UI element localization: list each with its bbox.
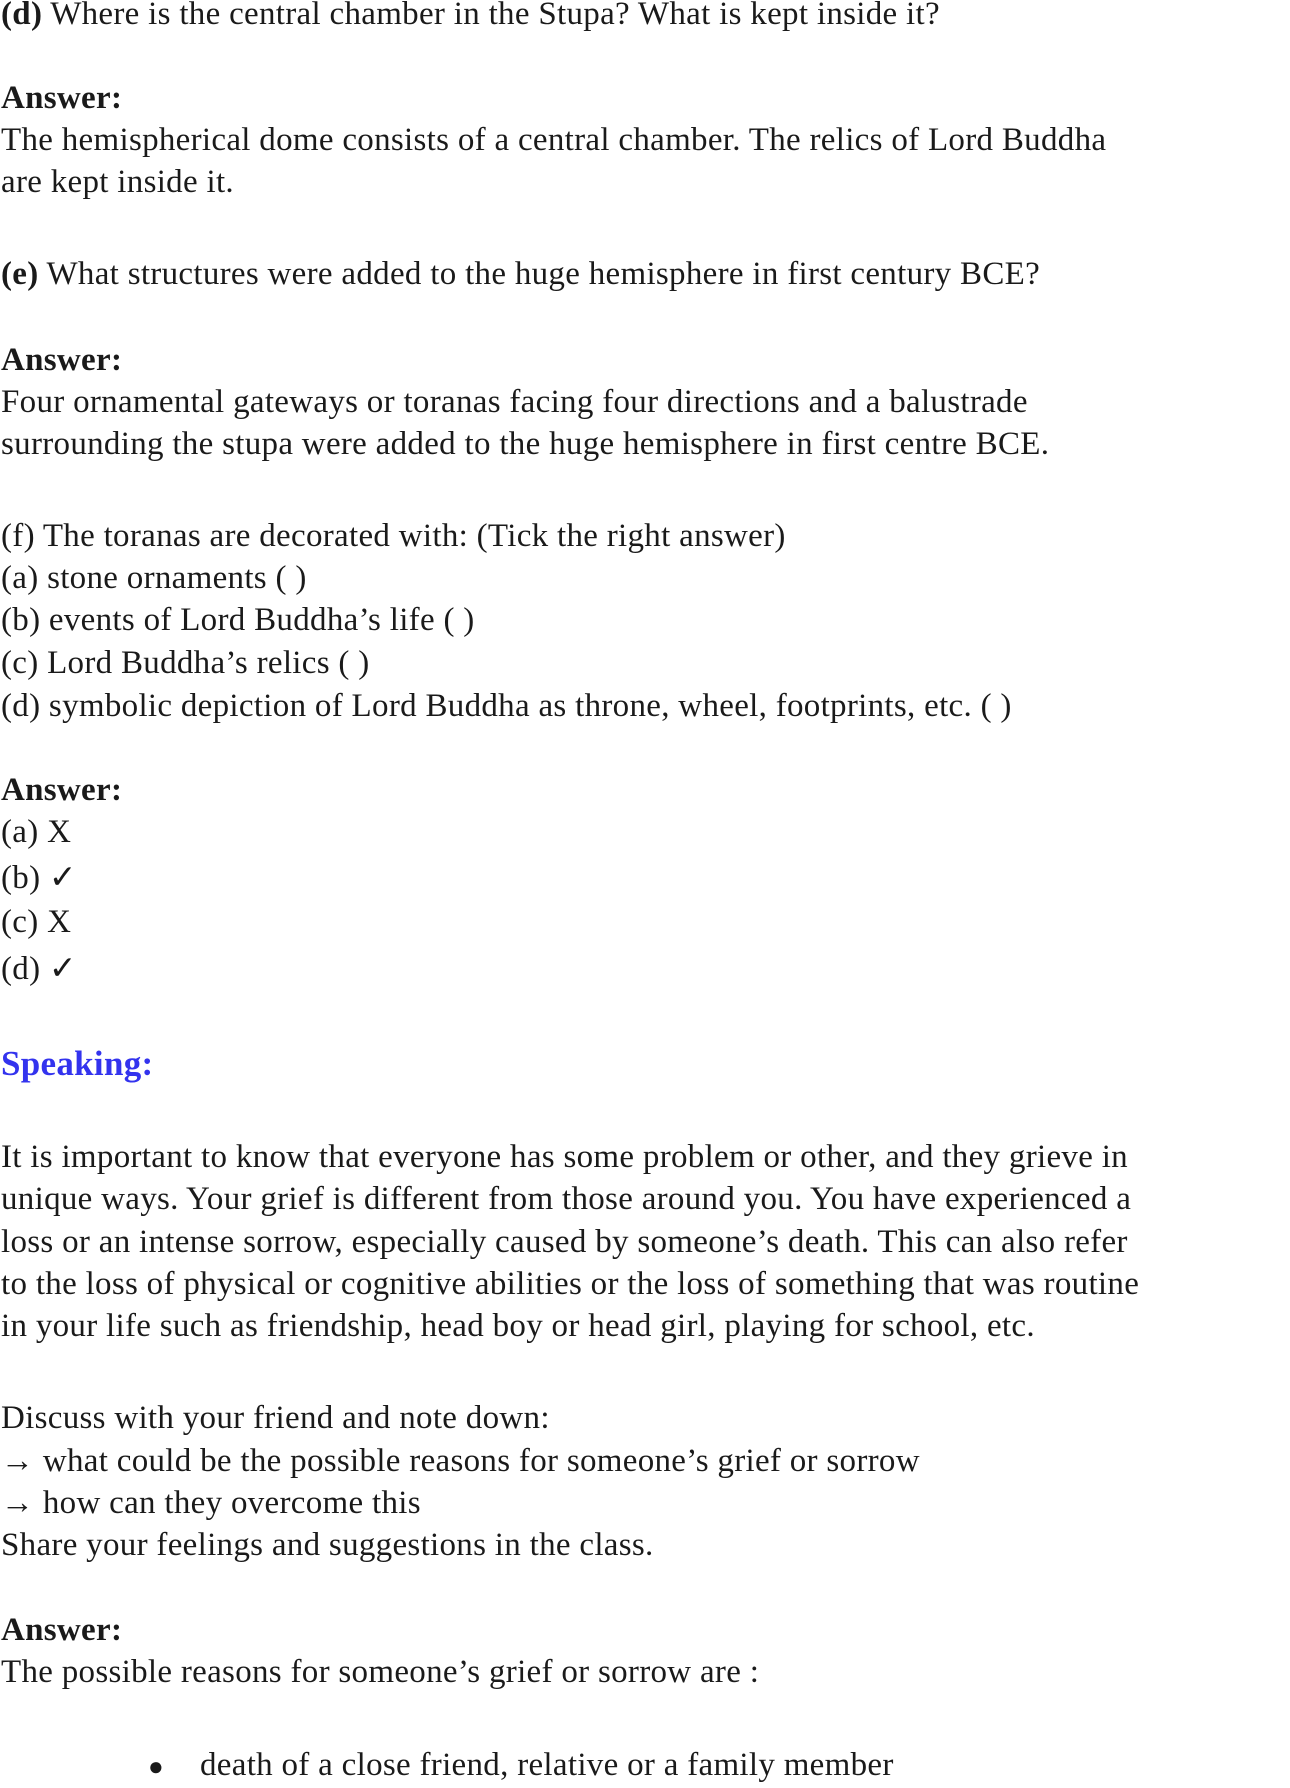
paragraph-line: loss or an intense sorrow, especially caused by someone’s death. This can also refer: [1, 1224, 1128, 1260]
answer-line: Four ornamental gateways or toranas facing four directions and a balustrade: [1, 384, 1028, 420]
answer-label: Answer:: [1, 1612, 123, 1648]
question-label: (d): [1, 0, 43, 32]
paragraph-line: to the loss of physical or cognitive abilities or the loss of something that was routine: [1, 1266, 1140, 1302]
answer-line: surrounding the stupa were added to the huge hemisphere in first centre BCE.: [1, 426, 1050, 462]
answer-label: Answer:: [1, 80, 123, 116]
option: (a) stone ornaments ( ): [1, 560, 307, 596]
discuss-line: → how can they overcome this: [1, 1485, 421, 1521]
answer-label: Answer:: [1, 342, 123, 378]
question-label: (e): [1, 256, 39, 292]
option: (c) Lord Buddha’s relics ( ): [1, 645, 370, 681]
paragraph-line: in your life such as friendship, head boy or head girl, playing for school, etc.: [1, 1308, 1035, 1344]
option: (b) events of Lord Buddha’s life ( ): [1, 602, 475, 638]
bullet-item: death of a close friend, relative or a family member: [200, 1747, 894, 1783]
question-text: [1, 0, 940, 35]
answer-line: are kept inside it.: [1, 164, 234, 200]
question-text: (f) The toranas are decorated with: (Tick the right answer): [1, 518, 786, 554]
paragraph-line: unique ways. Your grief is different from those around you. You have experienced a: [1, 1181, 1132, 1217]
answer-line: The hemispherical dome consists of a central chamber. The relics of Lord Buddha: [1, 122, 1107, 158]
answer-item: (b) ✓: [1, 860, 77, 896]
question-text: [1, 253, 1040, 295]
paragraph-line: It is important to know that everyone has some problem or other, and they grieve in: [1, 1139, 1128, 1175]
section-heading: Speaking:: [1, 1044, 154, 1083]
answer-label: Answer:: [1, 772, 123, 808]
bullet-icon: ●: [148, 1752, 164, 1781]
discuss-line: → what could be the possible reasons for someone’s grief or sorrow: [1, 1443, 920, 1479]
option: (d) symbolic depiction of Lord Buddha as throne, wheel, footprints, etc. ( ): [1, 688, 1012, 724]
answer-item: (a) X: [1, 814, 72, 850]
answer-intro: The possible reasons for someone’s grief or sorrow are :: [1, 1654, 760, 1690]
answer-item: (c) X: [1, 904, 72, 940]
discuss-line: Share your feelings and suggestions in the class.: [1, 1527, 654, 1563]
question-body: What structures were added to the huge hemisphere in first century BCE?: [38, 256, 1041, 292]
answer-item: (d) ✓: [1, 951, 77, 987]
discuss-line: Discuss with your friend and note down:: [1, 1400, 550, 1436]
question-body: Where is the central chamber in the Stupa? What is kept inside it?: [42, 0, 940, 32]
